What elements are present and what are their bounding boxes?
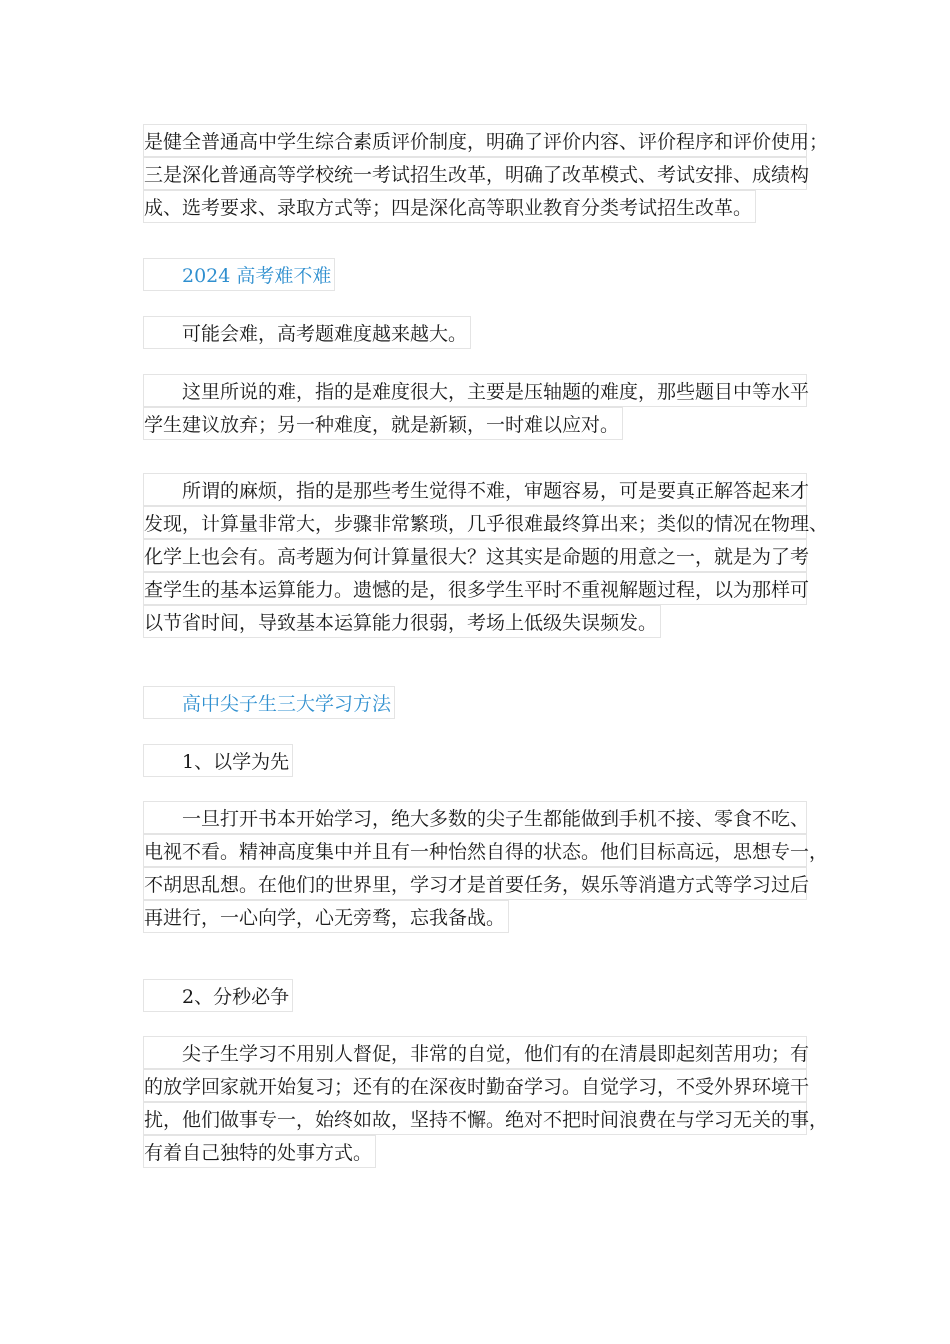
text-line: 尖子生学习不用别人督促，非常的自觉，他们有的在清晨即起刻苦用功；有 (143, 1036, 807, 1069)
text-line: 2、分秒必争 (143, 979, 293, 1012)
paragraph-may-be-hard (143, 316, 471, 349)
paragraph-difficulty-meaning (143, 374, 810, 440)
text-line: 学生建议放弃；另一种难度，就是新颖，一时难以应对。 (143, 407, 623, 440)
text-line: 三是深化普通高等学校统一考试招生改革，明确了改革模式、考试安排、成绩构 (143, 157, 807, 190)
text-line: 再进行，一心向学，心无旁骛，忘我备战。 (143, 900, 509, 933)
text-line: 是健全普通高中学生综合素质评价制度，明确了评价内容、评价程序和评价使用； (143, 124, 807, 157)
text-line: 发现，计算量非常大，步骤非常繁琐，几乎很难最终算出来；类似的情况在物理、 (143, 506, 807, 539)
paragraph-study-first (143, 801, 829, 933)
subheading-study-first (143, 744, 293, 777)
text-line: 化学上也会有。高考题为何计算量很大？这其实是命题的用意之一，就是为了考 (143, 539, 807, 572)
paragraph-reform-measures (143, 124, 829, 223)
text-line: 的放学回家就开始复习；还有的在深夜时勤奋学习。自觉学习，不受外界环境干 (143, 1069, 807, 1102)
subheading-every-second (143, 979, 293, 1012)
heading-study-methods (143, 686, 395, 719)
text-line: 查学生的基本运算能力。遗憾的是，很多学生平时不重视解题过程，以为那样可 (143, 572, 807, 605)
heading-text: 2024 高考难不难 (143, 258, 335, 291)
text-line: 不胡思乱想。在他们的世界里，学习才是首要任务，娱乐等消遣方式等学习过后 (143, 867, 807, 900)
heading-gaokao-difficulty (143, 258, 335, 291)
text-line: 以节省时间，导致基本运算能力很弱，考场上低级失误频发。 (143, 605, 661, 638)
text-line: 这里所说的难，指的是难度很大，主要是压轴题的难度，那些题目中等水平 (143, 374, 807, 407)
text-line: 一旦打开书本开始学习，绝大多数的尖子生都能做到手机不接、零食不吃、 (143, 801, 807, 834)
text-line: 电视不看。精神高度集中并且有一种怡然自得的状态。他们目标高远，思想专一， (143, 834, 807, 867)
text-line: 扰，他们做事专一，始终如故，坚持不懈。绝对不把时间浪费在与学习无关的事， (143, 1102, 807, 1135)
heading-text: 高中尖子生三大学习方法 (143, 686, 395, 719)
text-line: 1、以学为先 (143, 744, 293, 777)
paragraph-trouble-meaning (143, 473, 829, 638)
text-line: 成、选考要求、录取方式等；四是深化高等职业教育分类考试招生改革。 (143, 190, 756, 223)
text-line: 所谓的麻烦，指的是那些考生觉得不难，审题容易，可是要真正解答起来才 (143, 473, 807, 506)
text-line: 可能会难，高考题难度越来越大。 (143, 316, 471, 349)
paragraph-every-second (143, 1036, 829, 1168)
text-line: 有着自己独特的处事方式。 (143, 1135, 376, 1168)
